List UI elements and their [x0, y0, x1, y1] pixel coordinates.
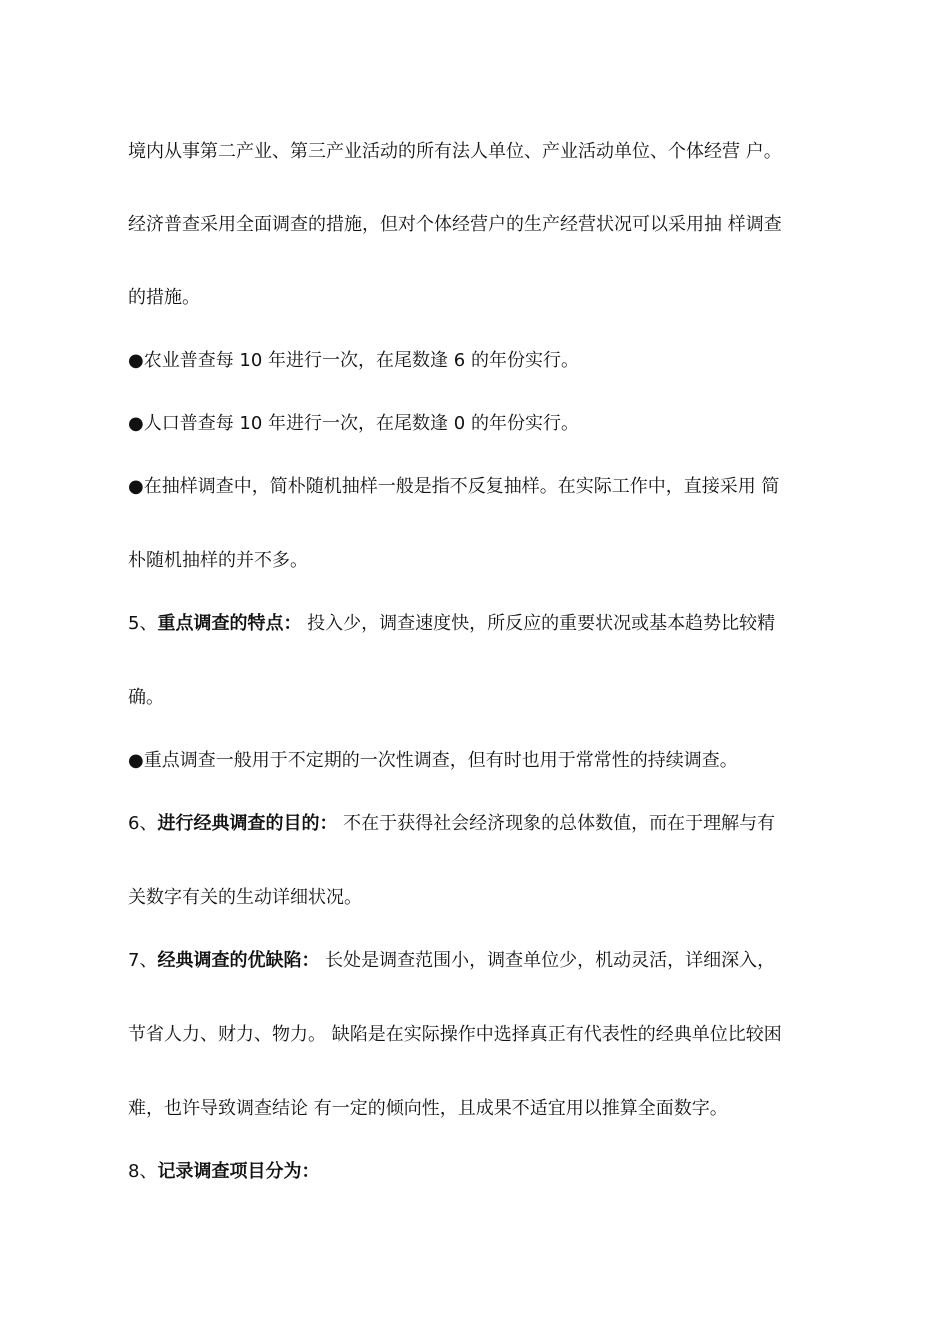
section-number: 8、 — [128, 1161, 158, 1182]
bullet-key-survey — [128, 749, 848, 773]
section-number: 7、 — [128, 950, 158, 971]
section-text: 长处是调查范围小，调查单位少，机动灵活，详细深入， — [319, 950, 776, 971]
section-number: 5、 — [128, 613, 158, 634]
text-line-15 — [128, 1097, 848, 1121]
line-text: 节省人力、财力、物力。 缺陷是在实际操作中选择真正有代表性的经典单位比较困 — [128, 1024, 782, 1045]
bullet-sampling — [128, 475, 848, 499]
section-text: 不在于获得社会经济现象的总体数值，而在于理解与有 — [337, 813, 776, 834]
text-line-3 — [128, 286, 848, 310]
text-line-12 — [128, 886, 848, 910]
line-text: 经济普查采用全面调查的措施，但对个体经营户的生产经营状况可以采用抽 样调查 — [128, 214, 782, 235]
section-7 — [128, 949, 848, 973]
text-line-14 — [128, 1023, 848, 1047]
line-text: 境内从事第二产业、第三产业活动的所有法人单位、产业活动单位、个体经营 户。 — [128, 141, 782, 162]
text-line-9 — [128, 686, 848, 710]
line-text: 难，也许导致调查结论 有一定的倾向性，且成果不适宜用以推算全面数字。 — [128, 1098, 728, 1119]
section-8 — [128, 1160, 848, 1184]
line-text: 的措施。 — [128, 287, 200, 308]
line-text: ●重点调查一般用于不定期的一次性调查，但有时也用于常常性的持续调查。 — [128, 750, 738, 771]
section-heading: 记录调查项目分为： — [157, 1161, 320, 1182]
line-text: 朴随机抽样的并不多。 — [128, 550, 308, 571]
text-line-1 — [128, 140, 848, 164]
section-6 — [128, 812, 848, 836]
section-text: 投入少，调查速度快，所反应的重要状况或基本趋势比较精 — [301, 613, 776, 634]
section-heading: 重点调查的特点： — [157, 613, 302, 634]
section-heading: 经典调查的优缺陷： — [157, 950, 320, 971]
text-line-7 — [128, 549, 848, 573]
section-heading: 进行经典调查的目的： — [157, 813, 338, 834]
line-text: 确。 — [128, 687, 164, 708]
line-text: ●在抽样调查中，简朴随机抽样一般是指不反复抽样。在实际工作中，直接采用 简 — [128, 476, 780, 497]
bullet-agriculture-census — [128, 349, 848, 373]
line-text: 关数字有关的生动详细状况。 — [128, 887, 362, 908]
section-5 — [128, 612, 848, 636]
line-text: ●农业普查每 10 年进行一次，在尾数逢 6 的年份实行。 — [128, 350, 579, 371]
section-number: 6、 — [128, 813, 158, 834]
bullet-population-census — [128, 412, 848, 436]
line-text: ●人口普查每 10 年进行一次，在尾数逢 0 的年份实行。 — [128, 413, 579, 434]
text-line-2 — [128, 213, 848, 237]
